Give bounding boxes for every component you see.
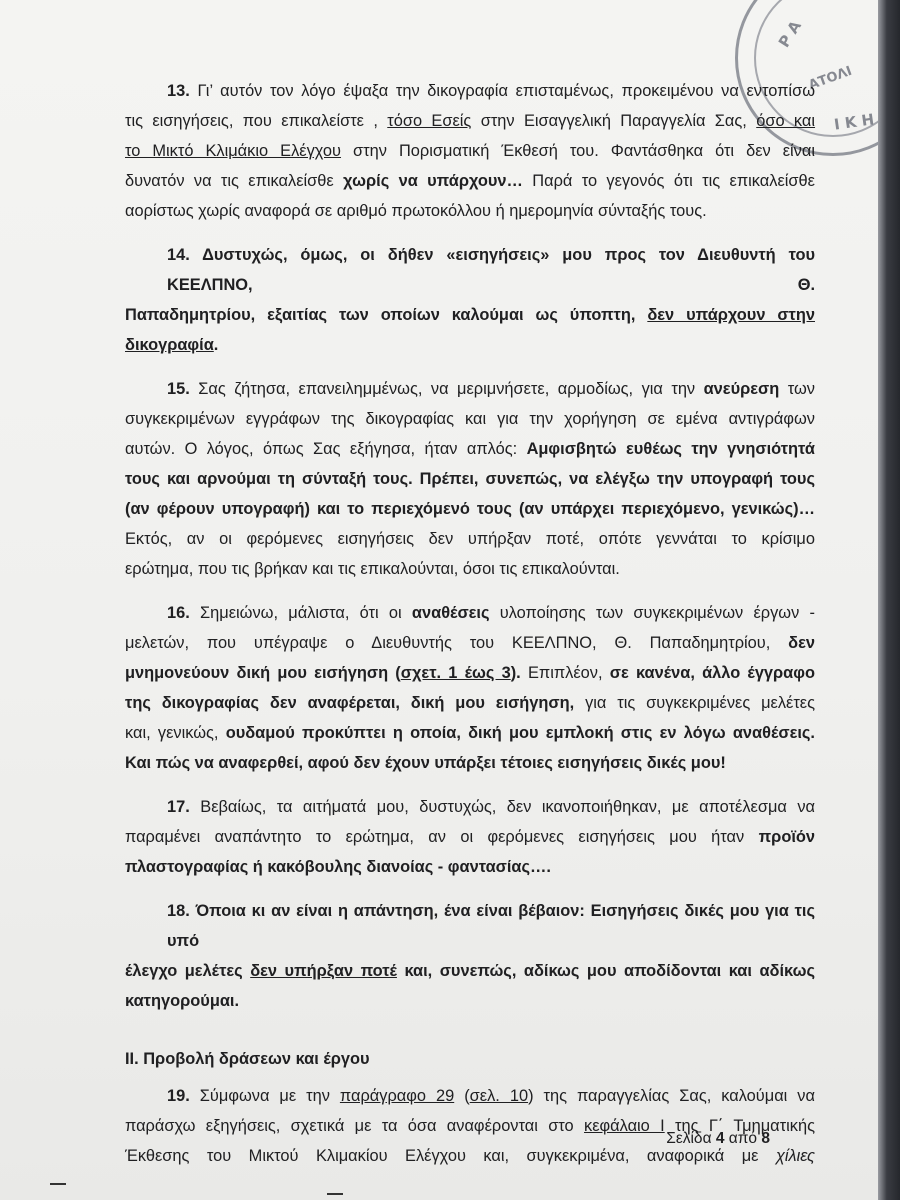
page-edge-shadow bbox=[878, 0, 900, 1200]
scan-mark bbox=[50, 1183, 66, 1185]
document-body bbox=[125, 76, 815, 1185]
paragraph-number: 13. bbox=[167, 82, 190, 100]
section-heading: ΙΙ. Προβολή δράσεων και έργου bbox=[125, 1050, 370, 1068]
stamp-side-text: ΑΤΟΛΙ bbox=[806, 63, 855, 94]
paragraph-14: 14. Δυστυχώς, όμως, οι δήθεν «εισηγήσεις» μου προς τον Διευθυντή του ΚΕΕΛΠΝΟ, Θ. Παπαδημητρίου, εξαιτίας των οποίων καλούμαι ως ύποπτη, δεν υπάρχουν στην δικογραφία. bbox=[125, 246, 815, 354]
paragraph-17: 17. Βεβαίως, τα αιτήματά μου, δυστυχώς, δεν ικανοποιήθηκαν, με αποτέλεσμα να παραμένει αναπάντητο το ερώτημα, αν οι φερόμενες εισηγήσεις μου ήταν προϊόν πλαστογραφίας ή κακόβουλης διανοίας - φαντασίας…. bbox=[125, 798, 816, 876]
paragraph-number: 19. bbox=[167, 1087, 190, 1105]
paragraph-number: 16. bbox=[167, 604, 190, 622]
stamp-bottom-text: Ι Κ Η bbox=[832, 110, 876, 134]
stamp-top-text: Ρ Α bbox=[774, 17, 805, 51]
page-number: Σελίδα 4 από 8 bbox=[666, 1130, 770, 1147]
paragraph-13: 13. Γι’ αυτόν τον λόγο έψαξα την δικογραφία επισταμένως, προκειμένου να εντοπίσω τις εισηγήσεις, που επικαλείστε , τόσο Εσείς στην Εισαγγελική Παραγγελία Σας, όσο και το Μικτό Κλιμάκιο Ελέγχου στην Πορισματική Έκθεσή του. Φαντάσθηκα ότι δεν είναι δυνατόν να τις επικαλείσθε χωρίς να υπάρχουν… Παρά το γεγονός ότι τις επικαλείσθε αορίστως χωρίς αναφορά σε αριθμό πρωτοκόλλου ή ημερομηνία σύνταξής τους. bbox=[125, 82, 816, 220]
paragraph-number: 14. bbox=[167, 246, 190, 264]
paragraph-number: 18. bbox=[167, 902, 190, 920]
paragraph-19: 19. Σύμφωνα με την παράγραφο 29 (σελ. 10) της παραγγελίας Σας, καλούμαι να παράσχω εξηγήσεις, σχετικά με τα όσα αναφέρονται στο κεφάλαιο Ι της Γ΄ Τμηματικής Έκθεσης του Μικτού Κλιμακίου Ελέγχου και, συγκεκριμένα, αναφορικά με χίλιες bbox=[125, 1087, 815, 1165]
paragraph-16: 16. Σημειώνω, μάλιστα, ότι οι αναθέσεις υλοποίησης των συγκεκριμένων έργων - μελετών, που υπέγραψε ο Διευθυντής του ΚΕΕΛΠΝΟ, Θ. Παπαδημητρίου, δεν μνημονεύουν δική μου εισήγηση (σχετ. 1 έως 3). Επιπλέον, σε κανένα, άλλο έγγραφο της δικογραφίας δεν αναφέρεται, δική μου εισήγηση, για τις συγκεκριμένες μελέτες και, γενικώς, ουδαμού προκύπτει η οποία, δική μου εμπλοκή στις εν λόγω αναθέσεις. Και πώς να αναφερθεί, αφού δεν έχουν υπάρξει τέτοιες εισηγήσεις δικές μου! bbox=[125, 604, 816, 772]
paragraph-number: 17. bbox=[167, 798, 190, 816]
paragraph-number: 15. bbox=[167, 380, 190, 398]
scan-mark bbox=[327, 1193, 343, 1195]
paragraph-15: 15. Σας ζήτησα, επανειλημμένως, να μεριμνήσετε, αρμοδίως, για την ανεύρεση των συγκεκριμένων εγγράφων της δικογραφίας και για την χορήγηση σε εμένα αντιγράφων αυτών. Ο λόγος, όπως Σας εξήγησα, ήταν απλός: Αμφισβητώ ευθέως την γνησιότητά τους και αρνούμαι τη σύνταξή τους. Πρέπει, συνεπώς, να ελέγξω την υπογραφή τους (αν φέρουν υπογραφή) και το περιεχόμενό τους (αν υπάρχει περιεχόμενο, γενικώς)… Εκτός, αν οι φερόμενες εισηγήσεις δεν υπήρξαν ποτέ, οπότε γεννάται το κρίσιμο ερώτημα, που τις βρήκαν και τις επικαλούνται, όσοι τις επικαλούνται. bbox=[125, 380, 815, 578]
paragraph-18: 18. Όποια κι αν είναι η απάντηση, ένα είναι βέβαιον: Εισηγήσεις δικές μου για τις υπό έλεγχο μελέτες δεν υπήρξαν ποτέ και, συνεπώς, αδίκως μου αποδίδονται και αδίκως κατηγορούμαι. bbox=[125, 902, 815, 1010]
